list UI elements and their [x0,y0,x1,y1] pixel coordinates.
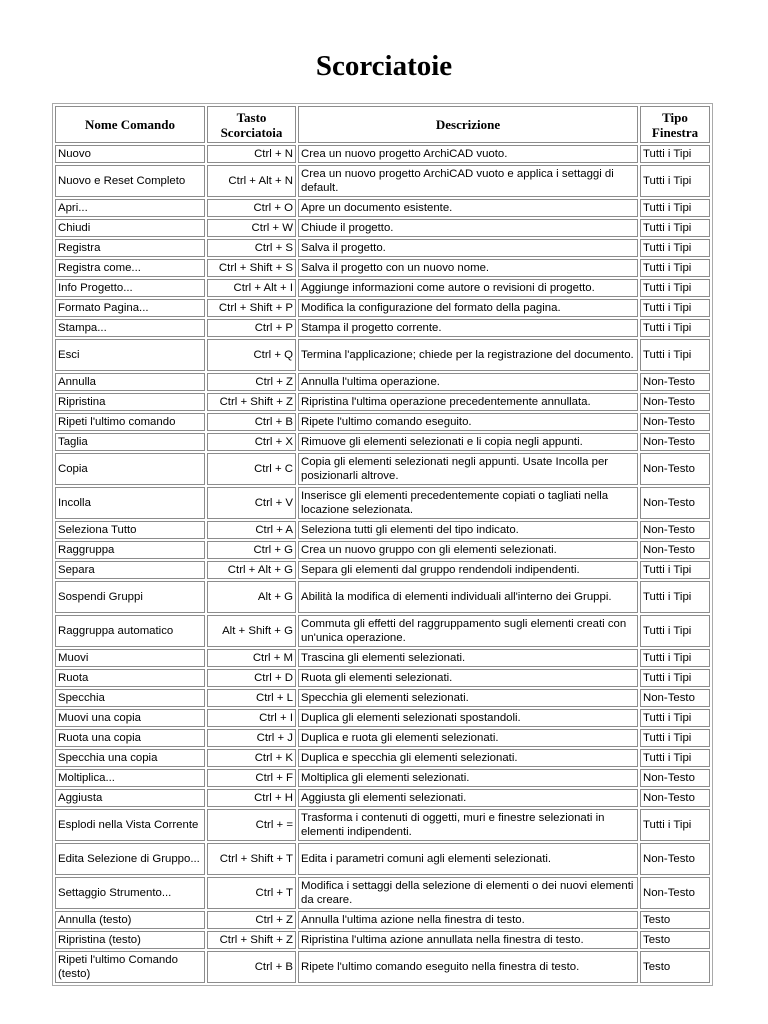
description-cell: Trasforma i contenuti di oggetti, muri e finestre selezionati in elementi indipendenti. [298,809,638,841]
command-name-cell: Incolla [55,487,205,519]
table-row [55,165,710,197]
shortcut-key-cell: Ctrl + Z [207,373,296,391]
window-type-cell: Non-Testo [640,433,710,451]
description-cell: Seleziona tutti gli elementi del tipo indicato. [298,521,638,539]
window-type-cell: Non-Testo [640,373,710,391]
command-name-cell: Ruota una copia [55,729,205,747]
shortcut-key-cell: Ctrl + Alt + N [207,165,296,197]
description-cell: Ripristina l'ultima operazione precedentemente annullata. [298,393,638,411]
command-name-cell: Nuovo [55,145,205,163]
command-name-cell: Raggruppa [55,541,205,559]
shortcut-key-cell: Ctrl + Shift + Z [207,393,296,411]
description-cell: Abilità la modifica di elementi individuali all'interno dei Gruppi. [298,581,638,613]
table-row [55,413,710,431]
command-name-cell: Annulla (testo) [55,911,205,929]
description-cell: Specchia gli elementi selezionati. [298,689,638,707]
shortcut-key-cell: Ctrl + J [207,729,296,747]
window-type-cell: Non-Testo [640,689,710,707]
table-row [55,843,710,875]
window-type-cell: Non-Testo [640,413,710,431]
description-cell: Apre un documento esistente. [298,199,638,217]
description-cell: Annulla l'ultima operazione. [298,373,638,391]
description-cell: Salva il progetto con un nuovo nome. [298,259,638,277]
window-type-cell: Testo [640,951,710,983]
window-type-cell: Tutti i Tipi [640,199,710,217]
shortcut-key-cell: Ctrl + O [207,199,296,217]
shortcut-key-cell: Ctrl + Q [207,339,296,371]
command-name-cell: Formato Pagina... [55,299,205,317]
command-name-cell: Apri... [55,199,205,217]
shortcut-key-cell: Ctrl + X [207,433,296,451]
window-type-cell: Tutti i Tipi [640,259,710,277]
command-name-cell: Esplodi nella Vista Corrente [55,809,205,841]
table-row [55,689,710,707]
description-cell: Stampa il progetto corrente. [298,319,638,337]
description-cell: Termina l'applicazione; chiede per la registrazione del documento. [298,339,638,371]
table-row [55,877,710,909]
window-type-cell: Tutti i Tipi [640,339,710,371]
table-row [55,749,710,767]
shortcut-key-cell: Ctrl + D [207,669,296,687]
window-type-cell: Non-Testo [640,843,710,875]
shortcut-key-cell: Ctrl + C [207,453,296,485]
shortcut-key-cell: Ctrl + I [207,709,296,727]
page-title: Scorciatoie [315,50,453,82]
shortcut-key-cell: Ctrl + H [207,789,296,807]
description-cell: Aggiunge informazioni come autore o revisioni di progetto. [298,279,638,297]
table-row [55,769,710,787]
command-name-cell: Specchia [55,689,205,707]
window-type-cell: Tutti i Tipi [640,669,710,687]
command-name-cell: Specchia una copia [55,749,205,767]
window-type-cell: Testo [640,911,710,929]
table-row [55,649,710,667]
shortcut-key-cell: Ctrl + Shift + Z [207,931,296,949]
header-command-name: Nome Comando [55,106,205,143]
table-header-row [55,106,710,143]
shortcut-key-cell: Alt + G [207,581,296,613]
description-cell: Moltiplica gli elementi selezionati. [298,769,638,787]
command-name-cell: Separa [55,561,205,579]
window-type-cell: Tutti i Tipi [640,809,710,841]
shortcut-key-cell: Ctrl + T [207,877,296,909]
window-type-cell: Non-Testo [640,453,710,485]
description-cell: Duplica e specchia gli elementi selezionati. [298,749,638,767]
description-cell: Ruota gli elementi selezionati. [298,669,638,687]
description-cell: Inserisce gli elementi precedentemente copiati o tagliati nella locazione selezionata. [298,487,638,519]
command-name-cell: Ripeti l'ultimo comando [55,413,205,431]
shortcut-key-cell: Ctrl + M [207,649,296,667]
window-type-cell: Tutti i Tipi [640,649,710,667]
command-name-cell: Sospendi Gruppi [55,581,205,613]
window-type-cell: Non-Testo [640,769,710,787]
table-row [55,393,710,411]
description-cell: Rimuove gli elementi selezionati e li copia negli appunti. [298,433,638,451]
table-row [55,951,710,983]
shortcut-key-cell: Ctrl + V [207,487,296,519]
table-row [55,809,710,841]
table-row [55,219,710,237]
description-cell: Chiude il progetto. [298,219,638,237]
description-cell: Copia gli elementi selezionati negli appunti. Usate Incolla per posizionarli altrove. [298,453,638,485]
description-cell: Crea un nuovo progetto ArchiCAD vuoto. [298,145,638,163]
table-row [55,259,710,277]
window-type-cell: Non-Testo [640,877,710,909]
description-cell: Ripete l'ultimo comando eseguito. [298,413,638,431]
table-row [55,669,710,687]
window-type-cell: Tutti i Tipi [640,145,710,163]
description-cell: Annulla l'ultima azione nella finestra di testo. [298,911,638,929]
window-type-cell: Tutti i Tipi [640,615,710,647]
command-name-cell: Muovi [55,649,205,667]
command-name-cell: Edita Selezione di Gruppo... [55,843,205,875]
command-name-cell: Raggruppa automatico [55,615,205,647]
shortcut-key-cell: Ctrl + S [207,239,296,257]
shortcut-key-cell: Ctrl + A [207,521,296,539]
table-row [55,453,710,485]
description-cell: Crea un nuovo progetto ArchiCAD vuoto e applica i settaggi di default. [298,165,638,197]
table-row [55,299,710,317]
table-row [55,199,710,217]
shortcut-key-cell: Ctrl + F [207,769,296,787]
window-type-cell: Tutti i Tipi [640,749,710,767]
table-row [55,433,710,451]
command-name-cell: Settaggio Strumento... [55,877,205,909]
table-row [55,541,710,559]
command-name-cell: Taglia [55,433,205,451]
description-cell: Trascina gli elementi selezionati. [298,649,638,667]
table-row [55,911,710,929]
window-type-cell: Non-Testo [640,487,710,519]
table-row [55,789,710,807]
window-type-cell: Tutti i Tipi [640,299,710,317]
window-type-cell: Non-Testo [640,789,710,807]
shortcuts-table [52,103,713,986]
table-row [55,319,710,337]
window-type-cell: Non-Testo [640,541,710,559]
shortcut-key-cell: Ctrl + N [207,145,296,163]
table-row [55,239,710,257]
command-name-cell: Info Progetto... [55,279,205,297]
window-type-cell: Tutti i Tipi [640,319,710,337]
shortcut-key-cell: Ctrl + Shift + P [207,299,296,317]
command-name-cell: Muovi una copia [55,709,205,727]
command-name-cell: Esci [55,339,205,371]
window-type-cell: Testo [640,931,710,949]
shortcut-key-cell: Ctrl + K [207,749,296,767]
description-cell: Separa gli elementi dal gruppo rendendoli indipendenti. [298,561,638,579]
window-type-cell: Tutti i Tipi [640,239,710,257]
command-name-cell: Registra [55,239,205,257]
command-name-cell: Chiudi [55,219,205,237]
window-type-cell: Non-Testo [640,521,710,539]
description-cell: Salva il progetto. [298,239,638,257]
table-row [55,279,710,297]
command-name-cell: Ripristina (testo) [55,931,205,949]
command-name-cell: Ripeti l'ultimo Comando (testo) [55,951,205,983]
shortcut-key-cell: Ctrl + P [207,319,296,337]
shortcut-key-cell: Ctrl + = [207,809,296,841]
shortcut-key-cell: Ctrl + Shift + T [207,843,296,875]
description-cell: Ripete l'ultimo comando eseguito nella finestra di testo. [298,951,638,983]
shortcut-key-cell: Ctrl + Z [207,911,296,929]
description-cell: Aggiusta gli elementi selezionati. [298,789,638,807]
header-shortcut-key: Tasto Scorciatoia [207,106,296,143]
command-name-cell: Copia [55,453,205,485]
description-cell: Modifica la configurazione del formato della pagina. [298,299,638,317]
description-cell: Ripristina l'ultima azione annullata nella finestra di testo. [298,931,638,949]
table-row [55,615,710,647]
table-row [55,145,710,163]
window-type-cell: Tutti i Tipi [640,561,710,579]
window-type-cell: Tutti i Tipi [640,709,710,727]
shortcut-key-cell: Ctrl + B [207,951,296,983]
window-type-cell: Tutti i Tipi [640,279,710,297]
description-cell: Modifica i settaggi della selezione di elementi o dei nuovi elementi da creare. [298,877,638,909]
description-cell: Edita i parametri comuni agli elementi selezionati. [298,843,638,875]
table-row [55,581,710,613]
table-row [55,521,710,539]
shortcut-key-cell: Ctrl + Alt + G [207,561,296,579]
table-row [55,931,710,949]
description-cell: Duplica e ruota gli elementi selezionati. [298,729,638,747]
table-row [55,709,710,727]
description-cell: Duplica gli elementi selezionati spostandoli. [298,709,638,727]
command-name-cell: Seleziona Tutto [55,521,205,539]
command-name-cell: Stampa... [55,319,205,337]
shortcut-key-cell: Ctrl + L [207,689,296,707]
command-name-cell: Moltiplica... [55,769,205,787]
shortcut-key-cell: Ctrl + Shift + S [207,259,296,277]
table-row [55,339,710,371]
table-row [55,373,710,391]
command-name-cell: Ripristina [55,393,205,411]
table-row [55,729,710,747]
shortcut-key-cell: Ctrl + Alt + I [207,279,296,297]
shortcut-key-cell: Ctrl + B [207,413,296,431]
window-type-cell: Tutti i Tipi [640,729,710,747]
shortcut-key-cell: Alt + Shift + G [207,615,296,647]
command-name-cell: Annulla [55,373,205,391]
command-name-cell: Aggiusta [55,789,205,807]
table-row [55,561,710,579]
command-name-cell: Nuovo e Reset Completo [55,165,205,197]
window-type-cell: Non-Testo [640,393,710,411]
shortcut-key-cell: Ctrl + W [207,219,296,237]
description-cell: Crea un nuovo gruppo con gli elementi selezionati. [298,541,638,559]
table-row [55,487,710,519]
command-name-cell: Registra come... [55,259,205,277]
header-window-type: Tipo Finestra [640,106,710,143]
window-type-cell: Tutti i Tipi [640,219,710,237]
window-type-cell: Tutti i Tipi [640,165,710,197]
command-name-cell: Ruota [55,669,205,687]
shortcut-key-cell: Ctrl + G [207,541,296,559]
description-cell: Commuta gli effetti del raggruppamento sugli elementi creati con un'unica operazione. [298,615,638,647]
window-type-cell: Tutti i Tipi [640,581,710,613]
header-description: Descrizione [298,106,638,143]
